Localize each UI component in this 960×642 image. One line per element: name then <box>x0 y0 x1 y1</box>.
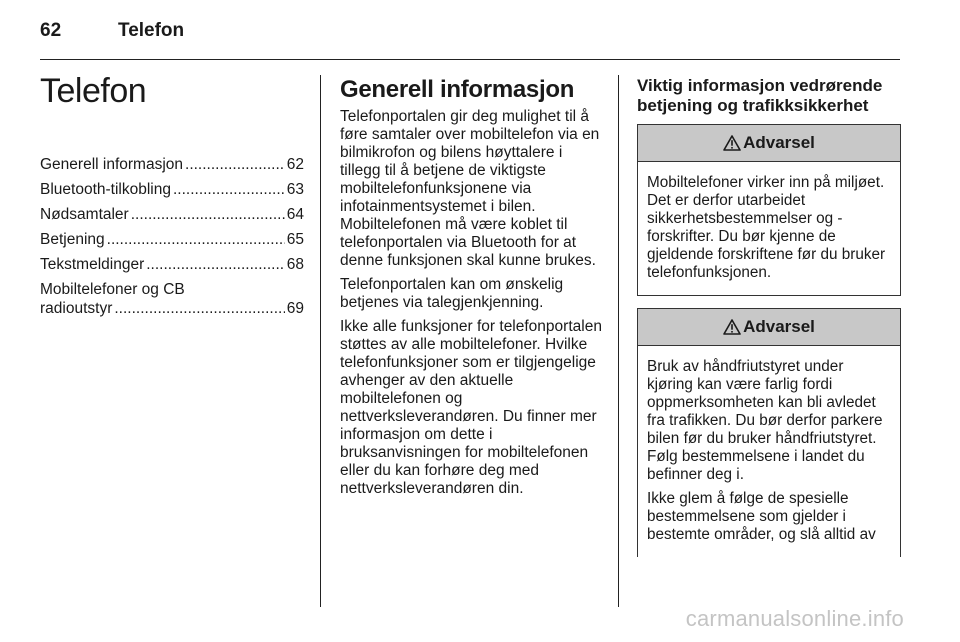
subsection-title: Viktig informasjon vedrørende betjening og trafikksikkerhet <box>637 76 883 115</box>
toc-entry[interactable] <box>40 205 304 224</box>
warning-header <box>638 309 900 346</box>
header-section-title: Telefon <box>118 20 185 41</box>
toc-entry-page: 65 <box>286 231 304 248</box>
warning-label: Advarsel <box>743 317 815 336</box>
toc-entry-title-line1: Mobiltelefoner og CB <box>40 281 185 298</box>
general-info-column <box>340 76 604 504</box>
toc-entry[interactable] <box>40 255 304 274</box>
toc-leader-dots <box>173 180 285 199</box>
page-header <box>40 20 184 42</box>
warning-triangle-icon <box>723 135 741 151</box>
toc-leader-dots <box>114 299 284 318</box>
toc-column <box>40 72 304 324</box>
toc-entry-title: Generell informasjon <box>40 156 184 173</box>
warning-body <box>638 346 900 557</box>
toc-leader-dots <box>146 255 285 274</box>
warning-text: Ikke glem å følge de spesielle bestemmelsene som gjelder i bestemte områder, og slå alltid av <box>647 490 876 543</box>
warning-text: Mobiltelefoner virker inn på miljøet. Det er derfor utarbeidet sikkerhetsbestemmelser og -forskrifter. Du bør kjenne de gjeldende forskriftene før du bruker telefonfunksjonen. <box>647 174 886 281</box>
toc-entry-page: 64 <box>286 206 304 223</box>
chapter-title: Telefon <box>40 72 147 110</box>
toc-entry[interactable] <box>40 280 304 318</box>
column-divider-left <box>320 75 321 607</box>
toc-entry-page: 62 <box>286 156 304 173</box>
section-title: Generell informasjon <box>340 76 575 103</box>
warning-triangle-icon <box>723 319 741 335</box>
header-divider <box>40 59 900 60</box>
toc-entry[interactable] <box>40 230 304 249</box>
toc-entry-title: Tekstmeldinger <box>40 256 145 273</box>
toc-entry-page: 68 <box>286 256 304 273</box>
warning-text: Bruk av håndfriutstyret under kjøring kan være farlig fordi oppmerksomheten kan bli avledet fra trafikken. Du bør derfor parkere bilen før du bruker håndfriutstyret. Følg bestemmelsene i landet du befinner deg i. <box>647 358 883 483</box>
warning-box <box>637 124 901 296</box>
toc-entry-page: 69 <box>286 300 304 317</box>
toc-entry-title: Bluetooth-tilkobling <box>40 181 171 198</box>
page-number: 62 <box>40 20 62 41</box>
body-paragraph: Ikke alle funksjoner for telefonportalen støttes av alle mobiltelefoner. Hvilke telefonfunksjoner som er tilgjengelige avhenger av den aktuelle mobiltelefonen og nettverksleverandøren. Du finner mer informasjon om dette i bruksanvisningen for mobiltelefonen eller du kan forhøre deg med nettverksleverandøren din. <box>340 318 602 497</box>
toc-entry-title-line2: radioutstyr <box>40 300 113 317</box>
toc-entry-title: Betjening <box>40 231 105 248</box>
warning-label: Advarsel <box>743 133 815 152</box>
warning-box <box>637 308 901 557</box>
watermark: carmanualsonline.info <box>685 606 904 631</box>
toc-leader-dots <box>185 155 285 174</box>
warning-header <box>638 125 900 162</box>
body-paragraph: Telefonportalen gir deg mulighet til å føre samtaler over mobiltelefon via en bilmikrofon og bilens høyttalere i tillegg til å betjene de viktigste mobiltelefonfunksjonene via infotainmentsystemet i bilen. Mobiltelefonen må være koblet til telefonportalen via Bluetooth for at denne funksjonen skal kunne brukes. <box>340 108 600 269</box>
toc-entry-title: Nødsamtaler <box>40 206 129 223</box>
toc-entry[interactable] <box>40 180 304 199</box>
toc-leader-dots <box>107 230 285 249</box>
warning-body <box>638 162 900 295</box>
toc-leader-dots <box>131 205 285 224</box>
body-paragraph: Telefonportalen kan om ønskelig betjenes via talegjenkjenning. <box>340 276 564 311</box>
toc-entry[interactable] <box>40 155 304 174</box>
column-divider-right <box>618 75 619 607</box>
toc-entry-page: 63 <box>286 181 304 198</box>
safety-info-column <box>637 76 901 569</box>
